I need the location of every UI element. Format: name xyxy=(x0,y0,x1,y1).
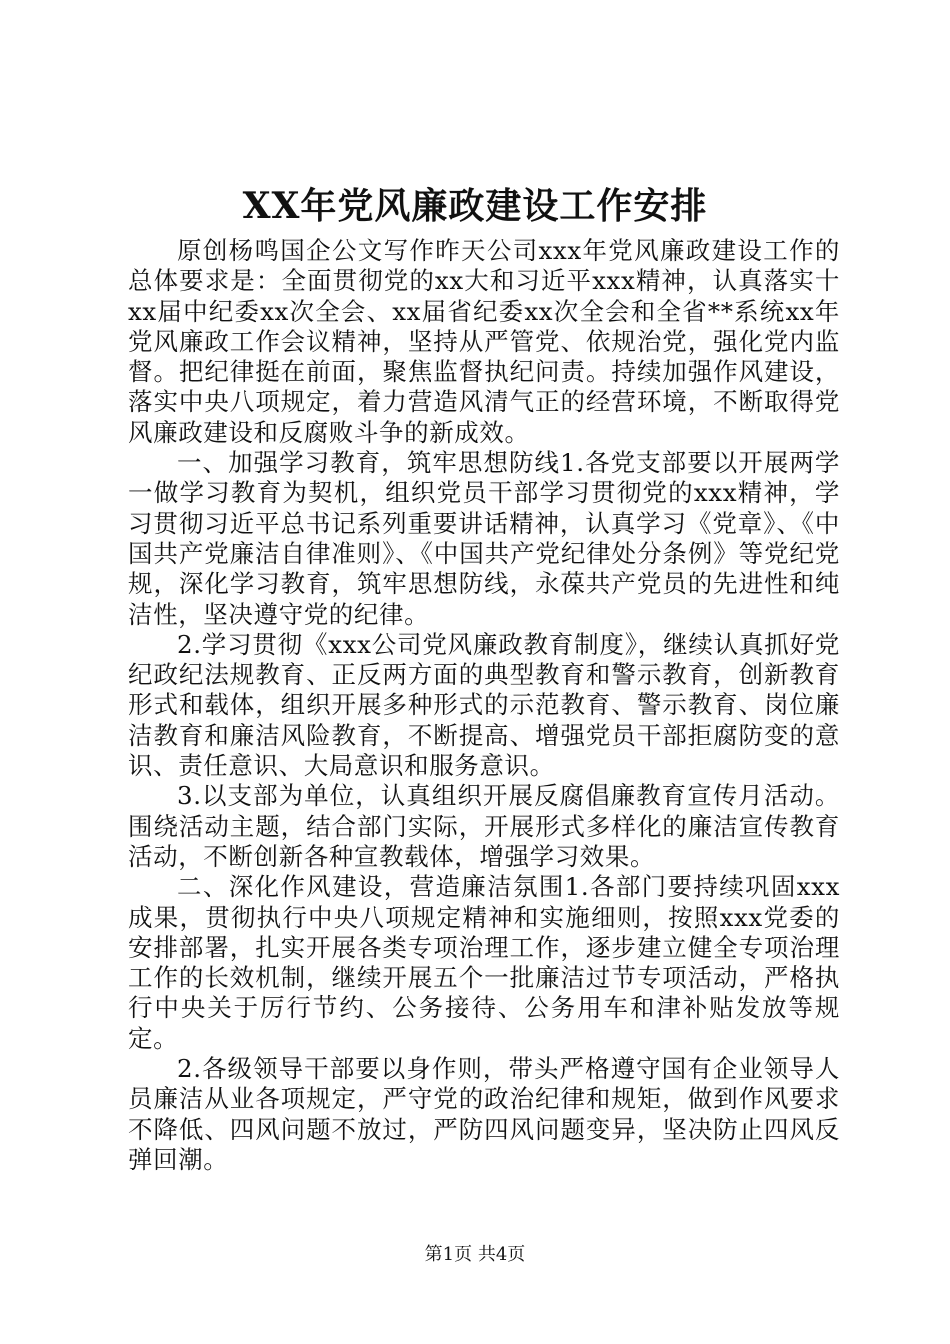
paragraph-section-2: 二、深化作风建设，营造廉洁氛围1.各部门要持续巩固xxx成果，贯彻执行中央八项规定精神和实施细则，按照xxx党委的安排部署，扎实开展各类专项治理工作，逐步建立健全专项治理工作的长效机制，继续开展五个一批廉洁过节专项活动，严格执行中央关于厉行节约、公务接待、公务用车和津补贴发放等规定。 xyxy=(128,872,840,1053)
paragraph-section-2-item-2: 2.各级领导干部要以身作则，带头严格遵守国有企业领导人员廉洁从业各项规定，严守党的政治纪律和规矩，做到作风要求不降低、四风问题不放过，严防四风问题变异，坚决防止四风反弹回潮。 xyxy=(128,1054,840,1174)
document-body xyxy=(128,236,840,1175)
paragraph-section-1: 一、加强学习教育，筑牢思想防线1.各党支部要以开展两学一做学习教育为契机，组织党员干部学习贯彻党的xxx精神，学习贯彻习近平总书记系列重要讲话精神，认真学习《党章》、《中国共产党廉洁自律准则》、《中国共产党纪律处分条例》等党纪党规，深化学习教育，筑牢思想防线，永葆共产党员的先进性和纯洁性，坚决遵守党的纪律。 xyxy=(128,448,840,629)
page-number-footer: 第1页 共4页 xyxy=(424,1244,526,1265)
paragraph-item-2: 2.学习贯彻《xxx公司党风廉政教育制度》，继续认真抓好党纪政纪法规教育、正反两方面的典型教育和警示教育，创新教育形式和载体，组织开展多种形式的示范教育、警示教育、岗位廉洁教育和廉洁风险教育，不断提高、增强党员干部拒腐防变的意识、责任意识、大局意识和服务意识。 xyxy=(128,629,840,781)
paragraph-intro: 原创杨鸣国企公文写作昨天公司xxx年党风廉政建设工作的总体要求是：全面贯彻党的xx大和习近平xxx精神，认真落实十xx届中纪委xx次全会、xx届省纪委xx次全会和全省**系统xx年党风廉政工作会议精神，坚持从严管党、依规治党，强化党内监督。把纪律挺在前面，聚焦监督执纪问责。持续加强作风建设，落实中央八项规定，着力营造风清气正的经营环境，不断取得党风廉政建设和反腐败斗争的新成效。 xyxy=(128,236,840,447)
document-title: XX年党风廉政建设工作安排 xyxy=(242,185,708,227)
paragraph-item-3: 3.以支部为单位，认真组织开展反腐倡廉教育宣传月活动。围绕活动主题，结合部门实际，开展形式多样化的廉洁宣传教育活动，不断创新各种宣教载体，增强学习效果。 xyxy=(128,781,840,871)
